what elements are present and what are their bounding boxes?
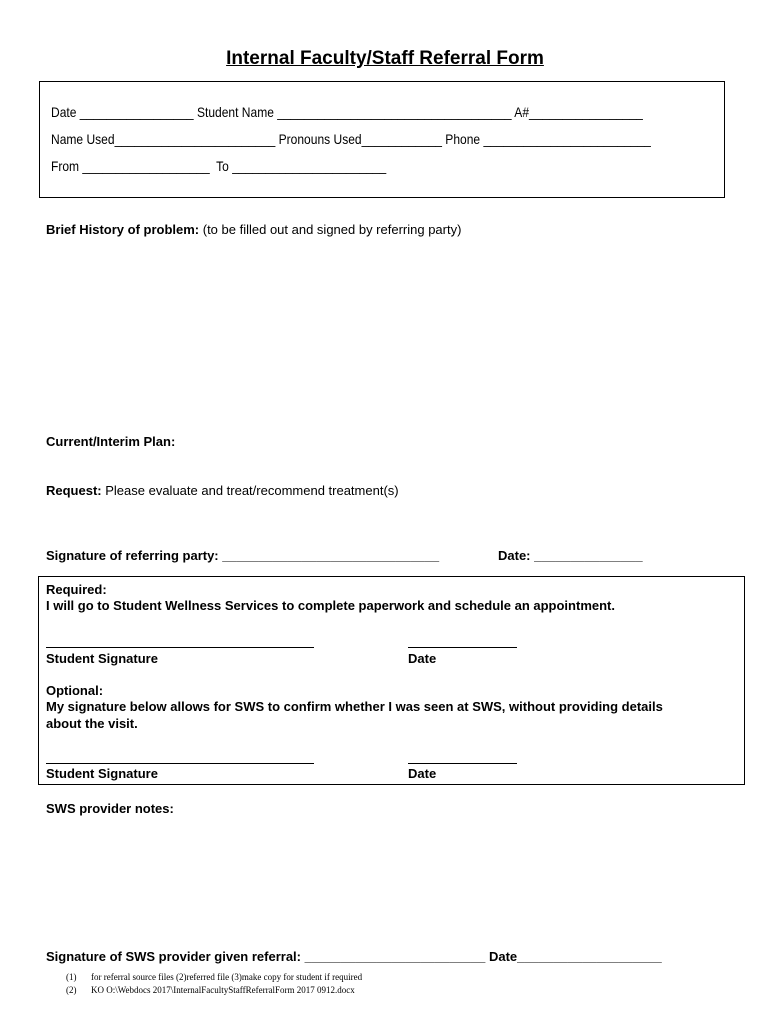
footnote-2-number: (2)	[66, 985, 77, 995]
student-signature-label-2: Student Signature	[46, 766, 158, 781]
referring-date-line	[498, 548, 643, 563]
request-label: Request:	[46, 483, 102, 498]
required-text: I will go to Student Wellness Services to complete paperwork and schedule an appointment.	[46, 598, 615, 613]
provider-signature-label: Signature of SWS provider given referral:	[46, 949, 301, 964]
current-plan-label: Current/Interim Plan:	[46, 434, 176, 449]
provider-date-field: ____________________	[517, 949, 662, 964]
footnote-1-text: for referral source files (2)referred file (3)make copy for student if required	[91, 972, 363, 982]
referring-date-field: _______________	[530, 548, 643, 563]
request-line	[46, 483, 399, 498]
student-signature-line-2	[46, 763, 314, 764]
brief-history-heading	[46, 222, 461, 237]
referring-signature-label: Signature of referring party:	[46, 548, 219, 563]
provider-signature-line	[46, 949, 662, 964]
referring-signature-line	[46, 548, 439, 563]
footnote-2-text: KO O:\Webdocs 2017\InternalFacultyStaffReferralForm 2017 0912.docx	[91, 985, 355, 995]
brief-history-note: (to be filled out and signed by referring party)	[199, 222, 462, 237]
request-text: Please evaluate and treat/recommend treatment(s)	[101, 483, 399, 498]
date-line-1	[408, 647, 517, 648]
required-label: Required:	[46, 582, 107, 597]
date-student-line: Date _________________ Student Name ___________________________________ A#_________________	[51, 104, 643, 120]
footnote-1-number: (1)	[66, 972, 77, 982]
optional-label: Optional:	[46, 683, 104, 698]
provider-signature-field: _________________________	[301, 949, 486, 964]
provider-notes-label: SWS provider notes:	[46, 801, 174, 816]
referring-signature-field: ______________________________	[218, 548, 440, 563]
date-line-2	[408, 763, 517, 764]
referring-date-label: Date:	[498, 548, 531, 563]
page-title: Internal Faculty/Staff Referral Form	[226, 48, 544, 69]
brief-history-label: Brief History of problem:	[46, 222, 200, 237]
student-signature-line-1	[46, 647, 314, 648]
name-pronouns-phone-line: Name Used________________________ Pronouns Used____________ Phone _________________________	[51, 131, 651, 147]
provider-date-label: Date	[485, 949, 518, 964]
optional-text-line-2: about the visit.	[46, 716, 138, 731]
date-label-1: Date	[408, 651, 437, 666]
optional-text-line-1: My signature below allows for SWS to confirm whether I was seen at SWS, without providing details	[46, 699, 663, 714]
from-to-line: From ___________________ To _______________________	[51, 158, 387, 174]
student-signature-label-1: Student Signature	[46, 651, 158, 666]
date-label-2: Date	[408, 766, 437, 781]
